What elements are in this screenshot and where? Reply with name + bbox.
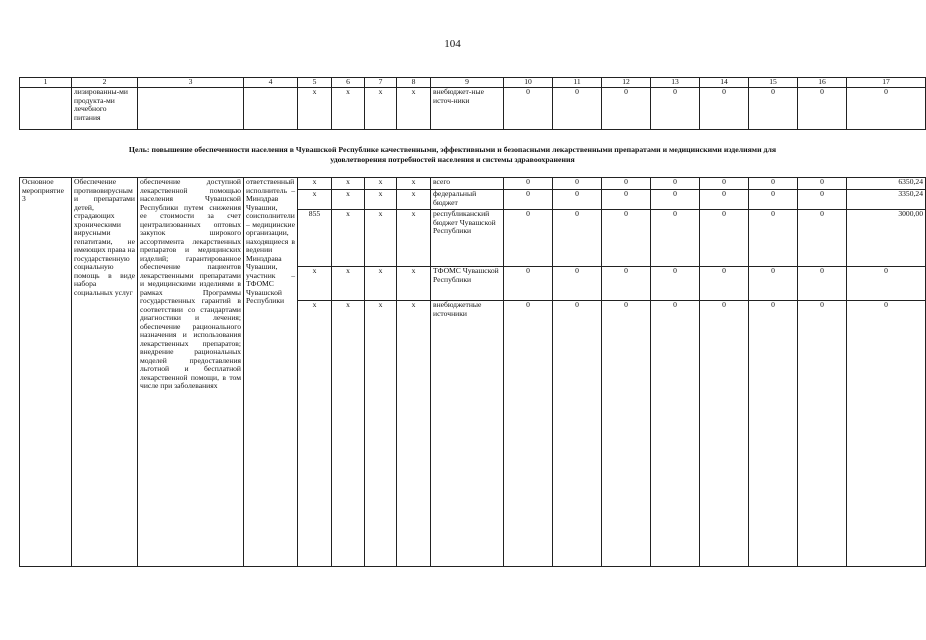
cell-value: 0 bbox=[504, 190, 553, 210]
cell-value: 0 bbox=[749, 190, 798, 210]
cell-value: 0 bbox=[798, 301, 847, 567]
cell-value: 0 bbox=[749, 210, 798, 267]
cell-mark: х bbox=[365, 301, 397, 567]
cell-mark: х bbox=[397, 267, 431, 301]
cell-value: 0 bbox=[602, 190, 651, 210]
cell-mark: х bbox=[298, 88, 332, 130]
cell-mark: х bbox=[298, 190, 332, 210]
cell-value: 0 bbox=[798, 190, 847, 210]
col-number: 15 bbox=[749, 78, 798, 88]
cell-value: 0 bbox=[553, 301, 602, 567]
cell-mark: х bbox=[332, 88, 365, 130]
cell-mark: х bbox=[365, 190, 397, 210]
main-table bbox=[19, 177, 926, 567]
col-number: 17 bbox=[847, 78, 926, 88]
cell-mark: х bbox=[397, 178, 431, 190]
cell-value: 0 bbox=[602, 88, 651, 130]
cell-value: 0 bbox=[700, 178, 749, 190]
cell-value: 0 bbox=[651, 88, 700, 130]
cell-value: 0 bbox=[749, 301, 798, 567]
cell-value: 0 bbox=[798, 88, 847, 130]
table-row bbox=[20, 88, 926, 130]
cell-value: 0 bbox=[749, 178, 798, 190]
cell-value: 6350,24 bbox=[847, 178, 926, 190]
cell-mark: х bbox=[298, 267, 332, 301]
cell-value: 0 bbox=[700, 88, 749, 130]
cell-value: 0 bbox=[651, 210, 700, 267]
cell-value: 0 bbox=[602, 301, 651, 567]
cell-value: 0 bbox=[602, 267, 651, 301]
cell-value: 0 bbox=[798, 267, 847, 301]
cell-mark: х bbox=[332, 267, 365, 301]
cell-mark: х bbox=[298, 178, 332, 190]
cell-value: 0 bbox=[504, 88, 553, 130]
cell-mark: х bbox=[397, 88, 431, 130]
col-number: 6 bbox=[332, 78, 365, 88]
col-number: 9 bbox=[431, 78, 504, 88]
cell-value: 0 bbox=[651, 178, 700, 190]
name-cell: Обеспечение противовирусными препаратами детей, страдающих хроническими вирусными гепатитами, не имеющих права на государственную социальную помощь в виде набора социальных услуг bbox=[72, 178, 138, 567]
cell-value: 0 bbox=[504, 301, 553, 567]
cell-value: 0 bbox=[798, 178, 847, 190]
cell-mark: х bbox=[397, 301, 431, 567]
cell-value: 3000,00 bbox=[847, 210, 926, 267]
cell-value: 0 bbox=[749, 267, 798, 301]
cell-source: федеральный бюджет bbox=[431, 190, 504, 210]
column-numbers-row bbox=[20, 78, 926, 88]
cell-text: лизированны-ми продукта-ми лечебного питания bbox=[72, 88, 138, 130]
table-row bbox=[20, 178, 926, 190]
cell-value: 0 bbox=[504, 267, 553, 301]
cell-mark: х bbox=[332, 178, 365, 190]
cell-mark: х bbox=[365, 178, 397, 190]
cell-mark: х bbox=[365, 267, 397, 301]
cell-value: 0 bbox=[553, 88, 602, 130]
header-table bbox=[19, 77, 926, 130]
cell-value: 0 bbox=[602, 178, 651, 190]
cell-value: 0 bbox=[700, 267, 749, 301]
col-number: 1 bbox=[20, 78, 72, 88]
cell-value: 0 bbox=[553, 178, 602, 190]
cell-value: 0 bbox=[553, 210, 602, 267]
cell-source: внебюджет-ные источ-ники bbox=[431, 88, 504, 130]
cell-mark: х bbox=[298, 301, 332, 567]
col-number: 8 bbox=[397, 78, 431, 88]
cell-value: 0 bbox=[651, 267, 700, 301]
description-cell: обеспечение доступной лекарственной помощью населения Чувашской Республики путем снижения ее стоимости за счет централизованных оптовых закупок широкого ассортимента лекарственных препаратов и медицинских изделий; гарантированное обеспечение пациентов лекарственными препаратами и медицинскими изделиями в рамках Программы государственных гарантий в соответствии со стандартами диагностики и лечения; обеспечение рационального назначения и использования лекарственных препаратов; внедрение рациональных моделей предоставления льготной и бесплатной лекарственной помощи, в том числе при заболеваниях bbox=[138, 178, 244, 567]
col-number: 2 bbox=[72, 78, 138, 88]
cell-source: всего bbox=[431, 178, 504, 190]
cell-mark: х bbox=[332, 190, 365, 210]
cell-value: 0 bbox=[749, 88, 798, 130]
cell-value: 0 bbox=[700, 190, 749, 210]
col-number: 3 bbox=[138, 78, 244, 88]
cell-mark: х bbox=[397, 190, 431, 210]
cell-mark: х bbox=[365, 88, 397, 130]
cell-value: 0 bbox=[602, 210, 651, 267]
cell-mark: х bbox=[397, 210, 431, 267]
cell-value: 0 bbox=[847, 267, 926, 301]
page-number: 104 bbox=[444, 38, 461, 50]
cell-value: 0 bbox=[504, 210, 553, 267]
cell-value: 3350,24 bbox=[847, 190, 926, 210]
cell-source: внебюджетные источники bbox=[431, 301, 504, 567]
cell-source: республиканский бюджет Чувашской Республики bbox=[431, 210, 504, 267]
event-cell: Основное мероприятие 3 bbox=[20, 178, 72, 567]
col-number: 12 bbox=[602, 78, 651, 88]
cell-source: ТФОМС Чувашской Республики bbox=[431, 267, 504, 301]
col-number: 10 bbox=[504, 78, 553, 88]
col-number: 13 bbox=[651, 78, 700, 88]
cell-value: 0 bbox=[553, 267, 602, 301]
col-number: 5 bbox=[298, 78, 332, 88]
cell-value: 0 bbox=[651, 301, 700, 567]
col-number: 7 bbox=[365, 78, 397, 88]
cell-value: 0 bbox=[700, 301, 749, 567]
cell-mark: х bbox=[365, 210, 397, 267]
cell-value: 0 bbox=[651, 190, 700, 210]
cell-mark: х bbox=[332, 210, 365, 267]
cell-mark: 855 bbox=[298, 210, 332, 267]
col-number: 14 bbox=[700, 78, 749, 88]
cell-value: 0 bbox=[553, 190, 602, 210]
goal-heading: Цель: повышение обеспеченности населения в Чувашской Республике качественными, эффективными и безопасными лекарственными препаратами и медицинскими изделиями для удовлетворения потребностей населения и системы здравоохранения bbox=[128, 145, 777, 164]
cell-value: 0 bbox=[847, 88, 926, 130]
col-number: 16 bbox=[798, 78, 847, 88]
executor-cell: ответственный исполнитель – Минздрав Чувашии, соисполнители – медицинские организации, находящиеся в ведении Минздрава Чувашии, участник – ТФОМС Чувашской Республики bbox=[244, 178, 298, 567]
cell-value: 0 bbox=[798, 210, 847, 267]
cell-mark: х bbox=[332, 301, 365, 567]
cell-value: 0 bbox=[847, 301, 926, 567]
col-number: 4 bbox=[244, 78, 298, 88]
col-number: 11 bbox=[553, 78, 602, 88]
cell-value: 0 bbox=[504, 178, 553, 190]
cell-value: 0 bbox=[700, 210, 749, 267]
